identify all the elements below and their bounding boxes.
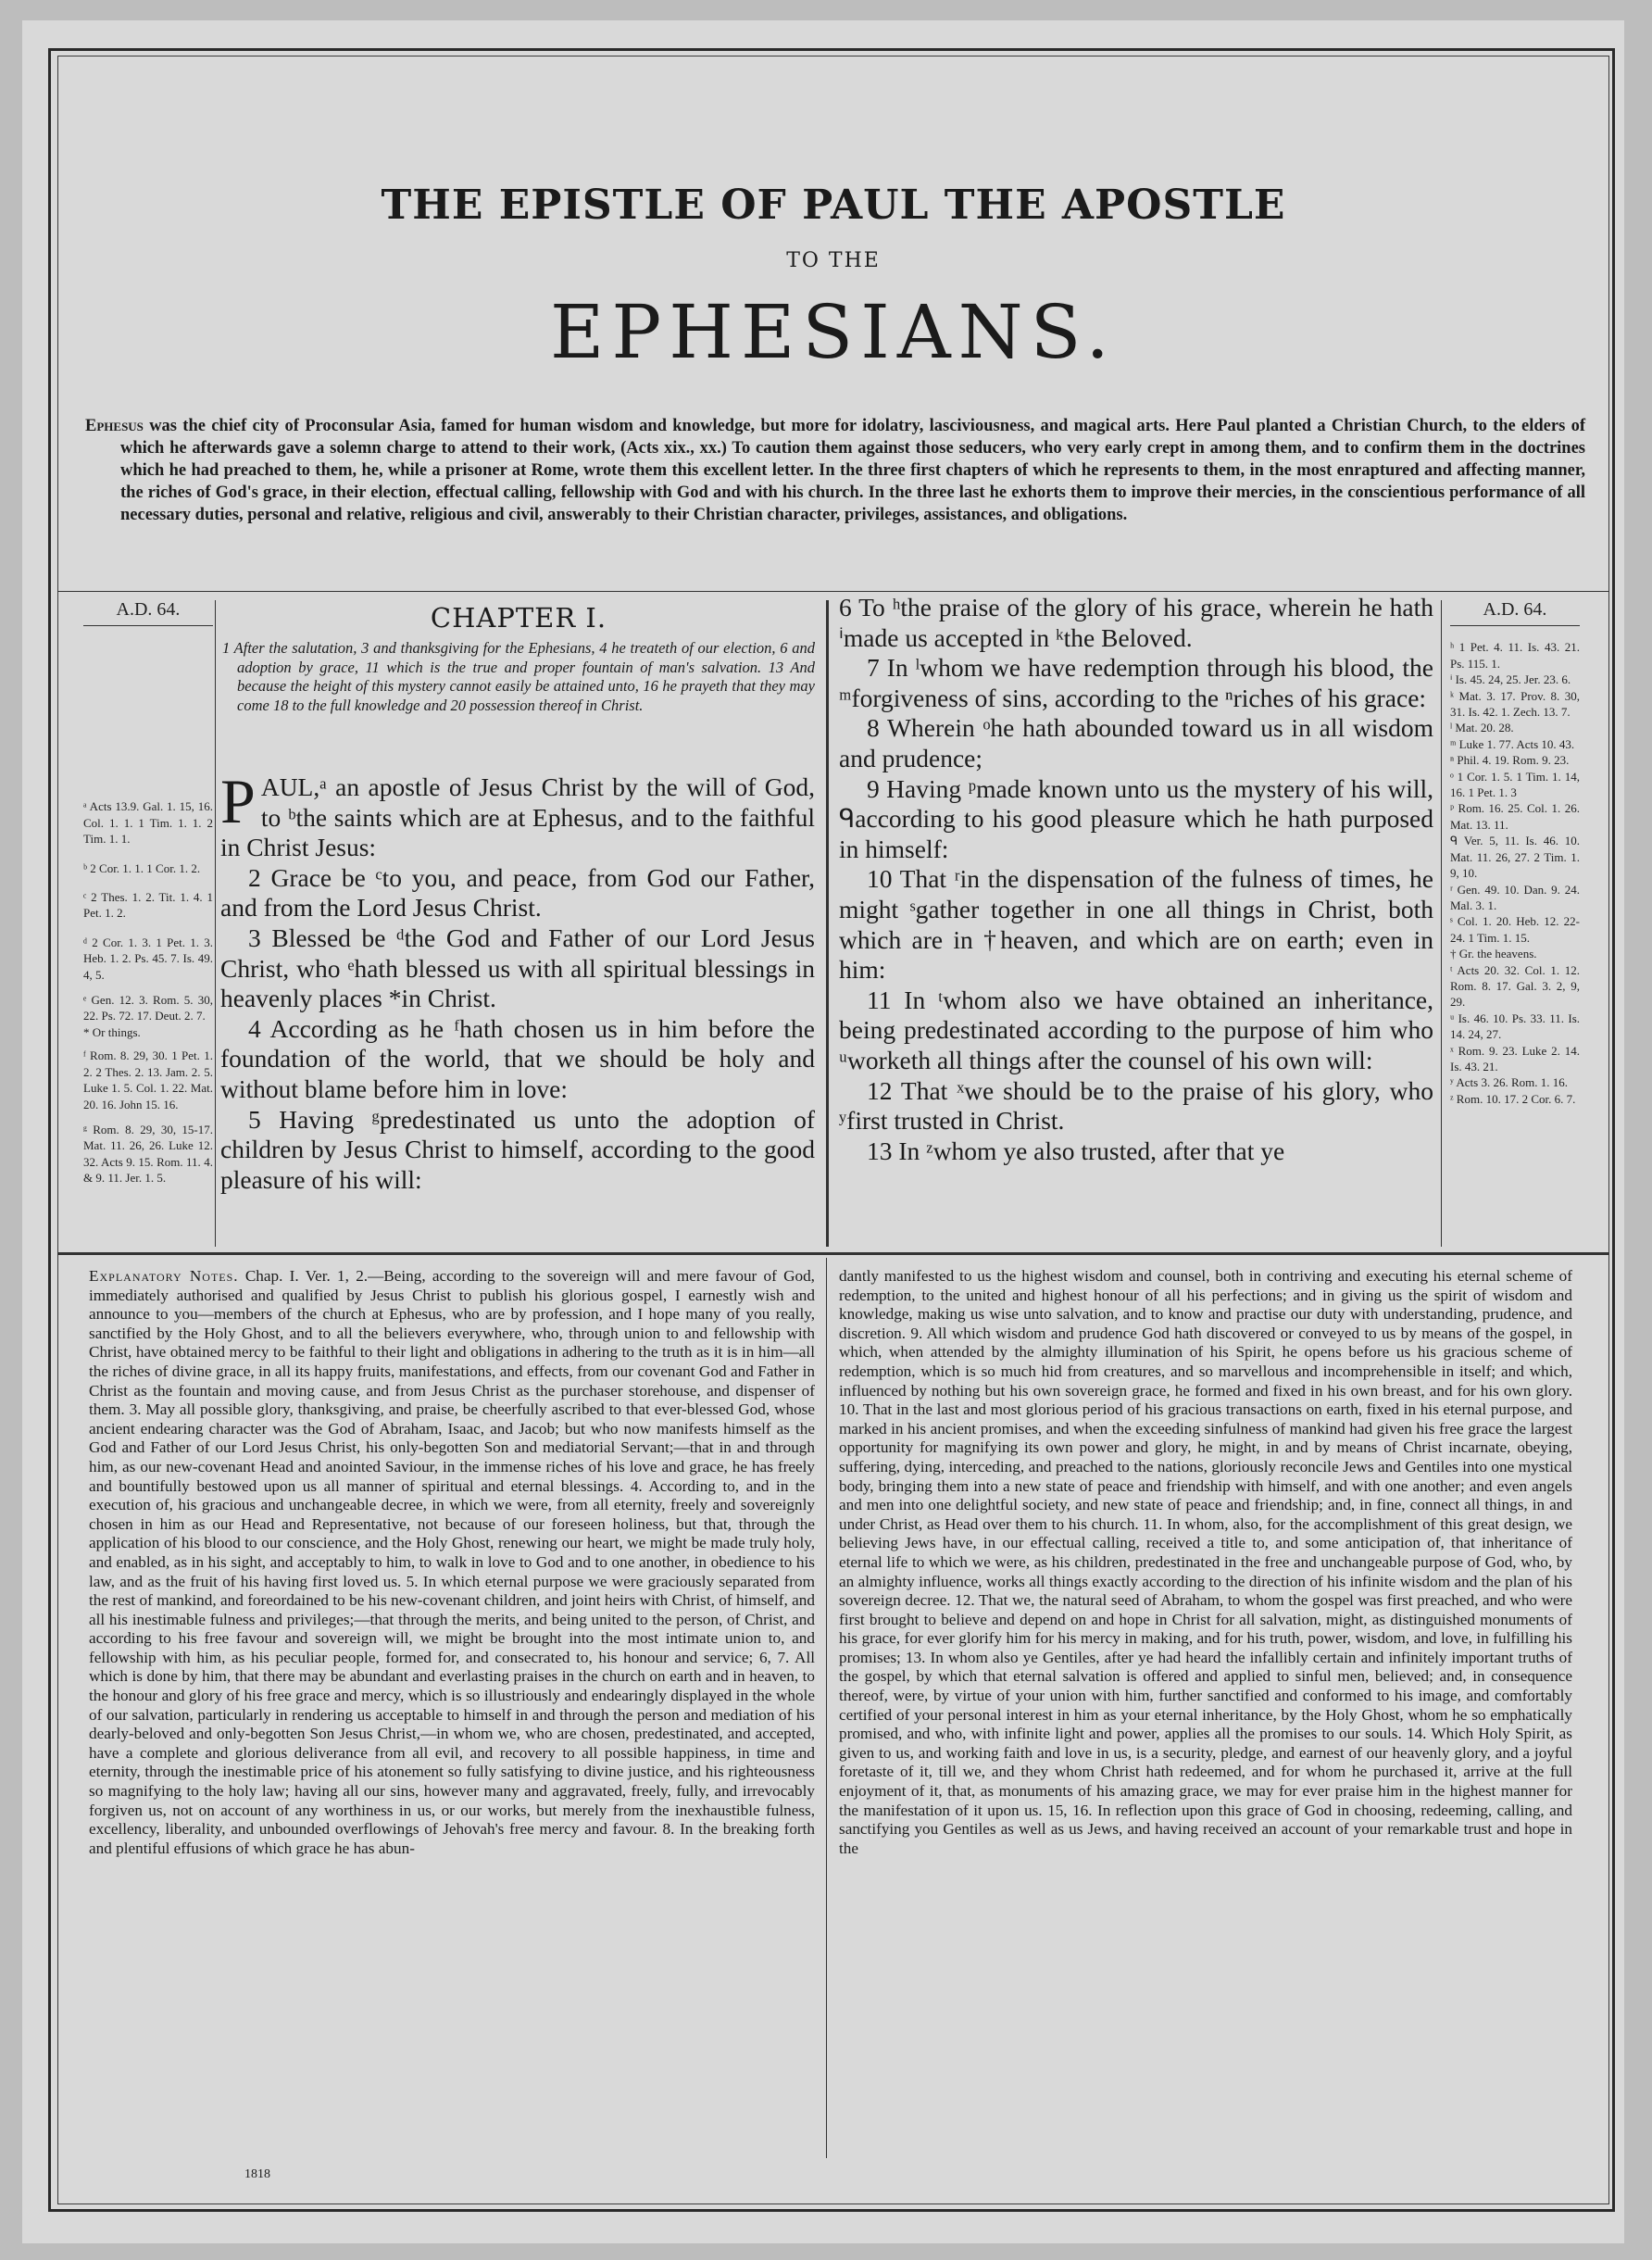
margin-ref: ᵉ Gen. 12. 3. Rom. 5. 30, 22. Ps. 72. 17. Deut. 2. 7. xyxy=(83,993,213,1023)
drop-cap: P xyxy=(220,766,256,836)
intro-lead-word: Ephesus xyxy=(85,417,144,435)
margin-ref: ᵗ Acts 20. 32. Col. 1. 12. Rom. 8. 17. Gal. 3. 2, 9, 29. xyxy=(1450,962,1580,1010)
margin-ref: ᶜ 2 Thes. 1. 2. Tit. 1. 4. 1 Pet. 1. 2. xyxy=(83,890,213,921)
verse-13: 13 In ᶻwhom ye also trusted, after that ye xyxy=(867,1136,1285,1165)
margin-ref: ˣ Rom. 9. 23. Luke 2. 14. Is. 43. 21. xyxy=(1450,1043,1580,1074)
rule-below-intro xyxy=(57,591,1609,592)
chapter-summary: 1 After the salutation, 3 and thanksgiving for the Ephesians, 4 he treateth of our election, 6 and adoption by grace, 11 which is the true and proper fountain of man's salvation. 13 And because the height of this mystery cannot easily be attained unto, 16 he prayeth that they may come 18 to the full knowledge and 20 possession thereof in Christ. xyxy=(222,639,815,714)
right-margin-year: A.D. 64. xyxy=(1450,602,1580,626)
margin-ref: ᵃ Acts 13.9. Gal. 1. 15, 16. Col. 1. 1. 1 Tim. 1. 1. 2 Tim. 1. 1. xyxy=(83,799,213,847)
verse-12: 12 That ˣwe should be to the praise of his glory, who ʸfirst trusted in Christ. xyxy=(839,1075,1433,1136)
verse-4: 4 According as he ᶠhath chosen us in him before the foundation of the world, that we should be holy and without blame before him in love: xyxy=(220,1013,815,1103)
left-margin-year: A.D. 64. xyxy=(83,602,213,626)
verse-5: 5 Having ᵍpredestinated us unto the adoption of children by Jesus Christ to himself, according to the good pleasure of his will: xyxy=(220,1104,815,1194)
title-block xyxy=(57,176,1609,375)
margin-ref: ᵘ Is. 46. 10. Ps. 33. 11. Is. 14. 24, 27. xyxy=(1450,1011,1580,1042)
margin-ref: ᶠ Rom. 8. 29, 30. 1 Pet. 1. 2. 2 Thes. 2. 13. Jam. 2. 5. Luke 1. 5. Col. 1. 22. Mat. 20. 16. John 15. 16. xyxy=(83,1048,213,1111)
margin-ref: ᵏ Mat. 3. 17. Prov. 8. 30, 31. Is. 42. 1. Zech. 13. 7. xyxy=(1450,688,1580,720)
book-introduction xyxy=(85,415,1585,526)
verses-column-right xyxy=(839,593,1433,1166)
margin-ref: ᵒ 1 Cor. 1. 5. 1 Tim. 1. 14, 16. 1 Pet. 1. 3 xyxy=(1450,769,1580,800)
left-margin-divider xyxy=(215,600,216,1247)
verse-6: 6 To ʰthe praise of the glory of his grace, wherein he hath ⁱmade us accepted in ᵏthe Beloved. xyxy=(839,593,1433,652)
notes-lead: Explanatory Notes. xyxy=(89,1267,239,1285)
verse-11: 11 In ᵗwhom also we have obtained an inheritance, being predestinated according to the purpose of him who ᵘworketh all things after the counsel of his own will: xyxy=(839,985,1433,1074)
margin-ref: ʳ Gen. 49. 10. Dan. 9. 24. Mal. 3. 1. xyxy=(1450,882,1580,912)
margin-ref: ᵇ 2 Cor. 1. 1. 1 Cor. 1. 2. xyxy=(83,860,201,875)
notes-left-text: Chap. I. Ver. 1, 2.—Being, according to the sovereign will and mere favour of God, immediately authorised and qualified by Jesus Christ to publish his glorious gospel, I earnestly wish and announce to you—members of the church at Ephesus, who are by profession, and I hope many of you really, sanctified by the Holy Ghost, and to all the believers everywhere, who, through union to and fellowship with Christ, have obtained mercy to be faithful to their light and obligations in adhering to the truth as it is in him—all the riches of divine grace, in all its happy fruits, manifestations, and effects, from our covenant God and Father in Christ as the fountain and moving cause, and from Jesus Christ as the purchaser storehouse, and dispenser of them. 3. May all possible glory, thanksgiving, and praise, be cheerfully ascribed to that ever-blessed God, whose ancient endearing character was the God of Abraham, Isaac, and Jacob; but who now manifests himself as the God and Father of our Lord Jesus Christ, his only-begotten Son and mediatorial Servant;—that in and through him, as our new-covenant Head and anointed Saviour, in the immense riches of his love and grace, he has freely and bountifully bestowed upon us all manner of spiritual and eternal blessings. 4. According to, and in the execution of, his gracious and unchangeable decree, in which we were, from all eternity, freely and sovereignly chosen in him as our Head and Representative, not because of our foreseen holiness, but that, through the application of his blood to our conscience, and the Holy Ghost, renewing our heart, we might be made truly holy, and enabled, as in his sight, and acceptably to him, to walk in love to God and to one another, in obedience to his law, and as the fruit of his having first loved us. 5. In which eternal purpose we were graciously separated from the rest of mankind, and foreordained to be his new-covenant children, and joint heirs with Christ, of himself, and all his inestimable fulness and privileges;—that through the merits, and being united to the person, of Christ, and according to his free favour and sovereign will, we might be brought into the most intimate union to, and fellowship with him, as his peculiar people, formed for, and consecrated to, his honour and service; 6, 7. All which is done by him, that there may be abundant and everlasting praises in the church on earth and in heaven, to the honour and glory of his free grace and mercy, which is so illustriously and endearingly displayed in the whole of our salvation, particularly in rendering us acceptable to himself in and through the person and mediation of his dearly-beloved and only-begotten Son Jesus Christ,—in whom we, who are chosen, predestinated, and accepted, have a complete and glorious deliverance from all evil, and recovery to all possible happiness, in time and eternity, through the inestimable price of his atonement so fully satisfying to divine justice, and his righteousness so magnifying to the holy law; having all our sins, however many and aggravated, freely, fully, and irrevocably forgiven us, not on account of any worthiness in us, or our works, but merely from the inexhaustible fulness, excellency, liberality, and unbounded overflowings of Jehovah's free mercy and favour. 8. In the breaking forth and plentiful effusions of which grace he has abun- xyxy=(89,1267,815,1857)
margin-ref: ᑫ Ver. 5, 11. Is. 46. 10. Mat. 11. 26, 27. 2 Tim. 1. 9, 10. xyxy=(1450,834,1580,881)
verse-1 xyxy=(220,766,815,863)
epistle-title: THE EPISTLE OF PAUL THE APOSTLE xyxy=(381,182,1286,229)
verses-column-left xyxy=(220,766,815,1195)
rule-above-notes xyxy=(57,1252,1609,1255)
margin-ref: ⁱ Is. 45. 24, 25. Jer. 23. 6. xyxy=(1450,672,1571,687)
verse-10: 10 That ʳin the dispensation of the fulness of times, he might ˢgather together in one all things in Christ, both which are in †heaven, and which are on earth; even in him: xyxy=(839,864,1433,985)
margin-ref: ⁿ Phil. 4. 19. Rom. 9. 23. xyxy=(1450,753,1570,768)
chapter-title: CHAPTER I. xyxy=(430,602,607,634)
margin-ref: ᵖ Rom. 16. 25. Col. 1. 26. Mat. 13. 11. xyxy=(1450,801,1580,832)
verse-3: 3 Blessed be ᵈthe God and Father of our Lord Jesus Christ, who ᵉhath blessed us with all spiritual blessings in heavenly places *in Christ. xyxy=(220,923,815,1013)
right-margin-references xyxy=(1450,599,1580,1107)
margin-ref: ᵐ Luke 1. 77. Acts 10. 43. xyxy=(1450,736,1575,751)
margin-ref: ˡ Mat. 20. 28. xyxy=(1450,721,1514,735)
explanatory-notes-left xyxy=(89,1267,815,1858)
right-margin-divider xyxy=(1441,600,1442,1247)
left-margin-references xyxy=(83,599,213,1186)
intro-text: was the chief city of Proconsular Asia, famed for human wisdom and knowledge, but more for idolatry, lasciviousness, and magical arts. Here Paul planted a Christian Church, to the elders of which he afterwards gave a solemn charge to attend to their work, (Acts xix., xx.) To caution them against those seducers, who very early crept in among them, and to confirm them in the doctrines which he had preached to them, he, while a prisoner at Rome, wrote them this excellent letter. In the three first chapters of which he represents to them, in the most enraptured and affecting manner, the riches of God's grace, in their election, effectual calling, fellowship with God and with his church. In the three last he exhorts them to improve their mercies, in the conscientious performance of all necessary duties, personal and relative, religious and civil, answerably to their Christian character, privileges, assistances, and obligations. xyxy=(120,417,1585,524)
page-number: 1818 xyxy=(244,2167,270,2181)
center-column-divider xyxy=(826,600,829,1247)
margin-ref: * Or things. xyxy=(83,1024,141,1039)
explanatory-notes-right: dantly manifested to us the highest wisdom and counsel, both in contriving and executing his eternal scheme of redemption, to the united and highest honour of all his perfections; and in giving us the spirit of wisdom and knowledge, making us wise unto salvation, and to know and practise our duty with understanding, prudence, and discretion. 9. All which wisdom and prudence God hath discovered or conveyed to us by means of the gospel, in which, when attended by the almighty illumination of his Spirit, he opens before us his gracious scheme of redemption, which is so much hid from creatures, and so marvellous and incomprehensible in itself; and which, influenced by nothing but his own sovereign grace, he formed and fixed in his own breast, and for his own glory. 10. That in the last and most glorious period of his gracious transactions on earth, fixed in his eternal purpose, and marked in his ancient promises, and when the exceeding sinfulness of mankind had given his free grace the largest opportunity for magnifying its own power and glory, he might, in and by means of Christ incarnate, obeying, suffering, dying, interceding, and preached to the nations, gloriously reconcile Jews and Gentiles into one mystical body, bringing them into a new state of peace and friendship with himself, and with one another; and even angels and men into one delightful society, and new state of peace and friendship; and, in fine, connect all things, in and under Christ, as Head over them to his church. 11. In whom, also, for the accomplishment of this great design, we believing Jews have, in our effectual calling, received a title to, and some anticipation of, that inheritance of eternal life to which we were, as his children, predestinated in the free and unchangeable purpose of God, who, by an almighty influence, works all things exactly according to the direction of his infinite wisdom and the plan of his sovereign decree. 12. That we, the natural seed of Abraham, to whom the gospel was first preached, and who were first brought to believe and depend on and hope in Christ for all salvation, might, as distinguished monuments of his grace, for ever glorify him for his mercy in making, and for his truth, power, wisdom, and love, in fulfilling his promises; 13. In whom also ye Gentiles, after ye had heard the infallibly certain and infinitely important truths of the gospel, by which that eternal salvation is offered and applied to sinful men, believed; and, in consequence thereof, were, by virtue of your union with him, further sanctified and conformed to his image, and comfortably certified of your personal interest in him as your eternal inheritance, by the Holy Ghost, whom he so emphatically promised, and who, with infinite light and power, applies all the promises to our souls. 14. Which Holy Spirit, as given to us, and working faith and love in us, is a security, pledge, and earnest of our heavenly glory, and a joyful foretaste of it, till we, and they whom Christ hath redeemed, and for whom he purchased it, arrive at the full enjoyment of it, that, as monuments of his amazing grace, we may for ever praise him in the highest manner for the manifestation of it upon us. 15, 16. In reflection upon this grace of God in choosing, redeeming, calling, and sanctifying you Gentiles as well as us Jews, and having received an account of your remarkable trust and hope in the xyxy=(839,1267,1572,1857)
verse-9: 9 Having ᵖmade known unto us the mystery of his will, ᑫaccording to his good pleasure which he hath purposed in himself: xyxy=(839,773,1433,863)
margin-ref: ᶻ Rom. 10. 17. 2 Cor. 6. 7. xyxy=(1450,1091,1576,1106)
margin-ref: ˢ Col. 1. 20. Heb. 12. 22-24. 1 Tim. 1. 15. xyxy=(1450,914,1580,945)
verse-7: 7 In ˡwhom we have redemption through his blood, the ᵐforgiveness of sins, according to the ⁿriches of his grace: xyxy=(839,653,1433,712)
margin-ref: ʰ 1 Pet. 4. 11. Is. 43. 21. Ps. 115. 1. xyxy=(1450,640,1580,671)
epistle-to-the: TO THE xyxy=(786,249,881,272)
notes-divider xyxy=(826,1258,827,2158)
margin-ref: † Gr. the heavens. xyxy=(1450,947,1537,961)
margin-ref: ᵍ Rom. 8. 29, 30, 15-17. Mat. 11. 26, 26. Luke 12. 32. Acts 9. 15. Rom. 11. 4. & 9. 11. Jer. 1. 5. xyxy=(83,1122,213,1186)
margin-ref: ᵈ 2 Cor. 1. 3. 1 Pet. 1. 3. Heb. 1. 2. Ps. 45. 7. Is. 49. 4, 5. xyxy=(83,935,213,982)
margin-ref: ʸ Acts 3. 26. Rom. 1. 16. xyxy=(1450,1075,1569,1090)
verse-1-text: AUL,ᵃ an apostle of Jesus Christ by the will of God, to ᵇthe saints which are at Ephesus, and to the faithful in Christ Jesus: xyxy=(220,772,815,862)
chapter-heading xyxy=(222,602,815,715)
verse-8: 8 Wherein ᵒhe hath abounded toward us in all wisdom and prudence; xyxy=(839,713,1433,772)
verse-2: 2 Grace be ᶜto you, and peace, from God our Father, and from the Lord Jesus Christ. xyxy=(220,862,815,923)
book-name: EPHESIANS. xyxy=(550,289,1117,375)
